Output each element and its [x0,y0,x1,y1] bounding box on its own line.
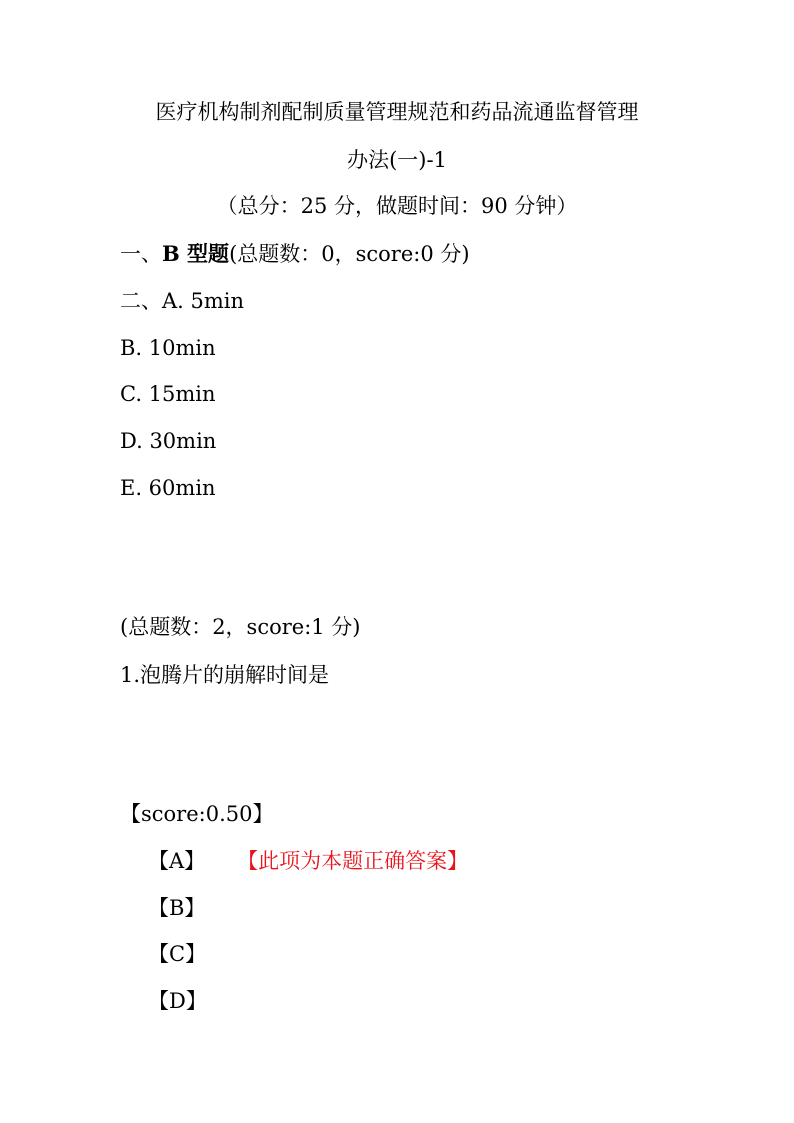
section-number: 一、 [120,242,162,266]
answer-row-c [148,941,206,967]
option-line-e: E. 60min [120,476,216,500]
answer-label-c: 【C】 [148,942,207,966]
answer-row-d [148,988,207,1014]
question-text: 1.泡腾片的崩解时间是 [120,663,330,687]
answer-label-d: 【D】 [148,989,207,1013]
section-name: B 型题 [162,241,230,266]
document-title-line-2: 办法(一)-1 [347,148,447,172]
question-score: 【score:0.50】 [120,802,274,826]
answer-label-b: 【B】 [148,896,206,920]
document-subtitle: （总分：25 分，做题时间：90 分钟） [216,194,578,218]
answer-label-a: 【A】 [148,849,206,873]
part-number: 二、 [120,289,162,313]
answer-row-b [148,895,205,921]
option-line-d: D. 30min [120,429,217,453]
group-info: (总题数：2，score:1 分) [120,615,361,639]
section-info: (总题数：0，score:0 分) [229,242,470,266]
option-line-b: B. 10min [120,336,216,360]
option-a-text: A. 5min [162,289,245,313]
answer-row-a [148,848,468,874]
section-heading [120,241,470,267]
document-title-line-1: 医疗机构制剂配制质量管理规范和药品流通监督管理 [155,100,639,124]
correct-answer-marker: 【此项为本题正确答案】 [237,849,469,873]
option-line-a [120,288,244,314]
option-line-c: C. 15min [120,382,216,406]
